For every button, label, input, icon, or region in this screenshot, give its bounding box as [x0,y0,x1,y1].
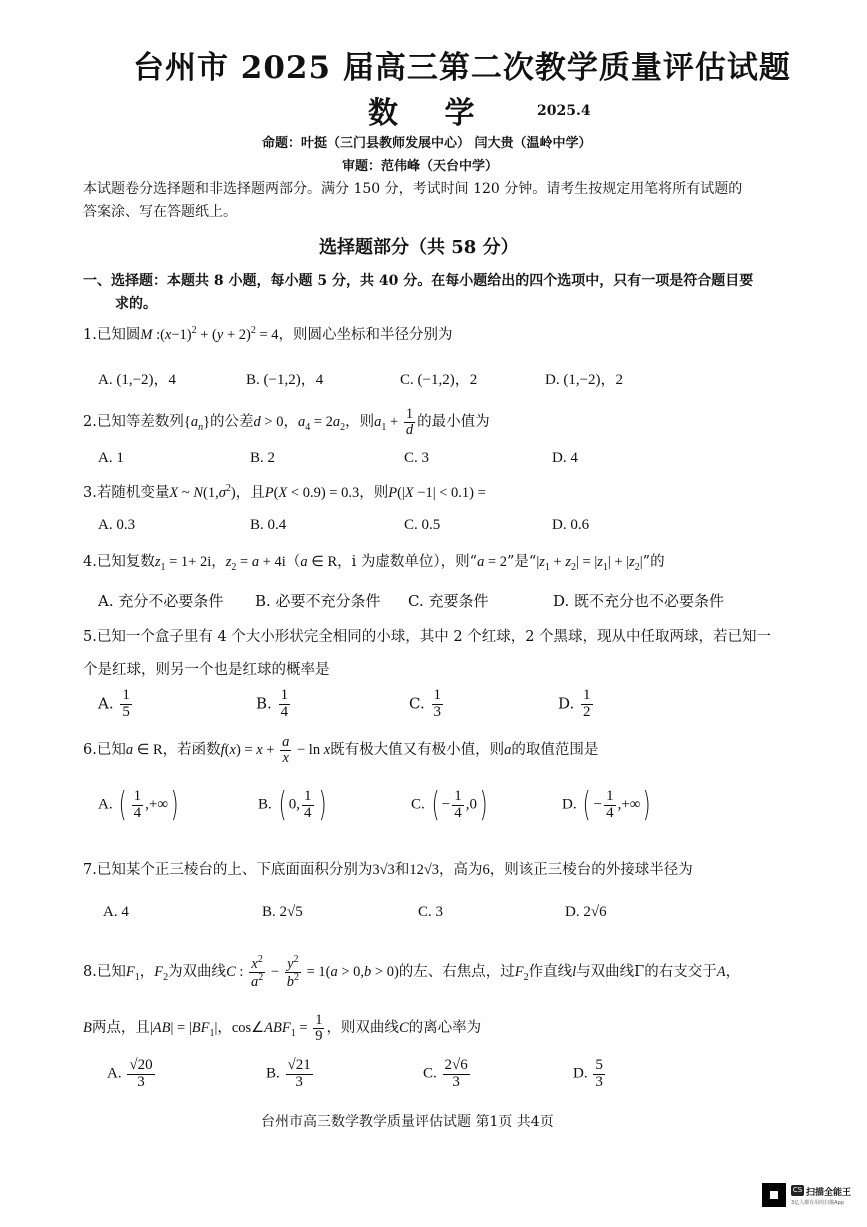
reviewer-line: 审题：范伟峰（天台中学） [342,159,499,174]
q8-option-c-label: C. [423,1065,437,1082]
scanner-tagline: 3亿人都在用的扫描App [791,1200,844,1206]
q4-domain: a ∈ R [300,554,338,570]
q5-option-d: D. $\frac{1}{2}$ [558,687,591,720]
q8-option-a-label: A. [107,1065,122,1082]
subject-title: 数 学 [368,96,493,131]
q5-option-b: B. $\frac{1}{4}$ [256,687,289,720]
q6-option-b-label: B. [258,796,272,813]
q2-condition-d: d > 0 [253,414,284,431]
q2-option-a: A. 1 [98,450,124,466]
q3-target: P(|X −1| < 0.1) = [388,485,486,501]
q3-option-c: C. 0.5 [404,517,441,533]
section-instructions-2: 求的。 [115,296,157,312]
camscanner-logo-icon: CS [792,1186,803,1194]
q4-option-d: D. 既不充分也不必要条件 [553,592,725,610]
q8-text-4: 与双曲线Γ的右支交于 [576,963,717,980]
q6-option-a-label: A. [98,796,113,813]
q6-prefix: 6.已知 [83,742,126,759]
q1-circle-equation: M $:(x-1)^2 + (y + 2)^2 = 4$ [140,325,279,343]
q6-option-c: C. ( − $\frac{1}{4}$ ,0) [411,785,488,825]
q8-length-condition: $|AB| = |BF_1|$ [149,1020,218,1039]
q5-option-b-label: B. [256,694,272,713]
q8-option-c [423,1058,472,1091]
q5-option-a-den: 5 [122,703,130,720]
q6-suffix: 的取值范围是 [511,742,599,759]
q3-text-1: ，且 [235,485,265,501]
q6-option-b: B. ( 0, $\frac{1}{4}$ ) [258,785,327,825]
q4-z1: $z_1 = 1+ 2i$ [154,554,212,573]
q7-option-d: D. 2√6 [565,904,607,920]
q2-option-d: D. 4 [552,450,578,466]
q8-option-c-den: 3 [452,1073,460,1090]
q5-option-d-den: 2 [583,703,591,720]
q4-option-a: A. 充分不必要条件 [98,592,224,610]
q6-option-a: A. ( $\frac{1}{4}$ ,+∞) [98,785,179,825]
q8-option-b-den: 3 [295,1073,303,1090]
q8-foci: $F_1$，$F_2$ [125,963,169,983]
section-title: 选择题部分（共 58 分） [319,237,519,258]
q7-prefix: 7.已知某个正三棱台的上、下底面面积分别为 [83,862,373,878]
q2-text-3: ，则 [345,414,375,431]
section-instructions-1: 一、选择题：本题共 8 小题，每小题 5 分，共 40 分。在每小题给出的四个选项中，只有一项是符合题目要 [83,273,754,289]
q1-option-d: D. (1,−2)，2 [545,372,624,388]
q8-text-6: ， [217,1020,232,1037]
q8-text-1: 为双曲线 [168,963,227,980]
q5-option-c-label: C. [409,694,425,713]
q8-curve-c: C [398,1020,409,1037]
q5-option-a-label: A. [98,694,114,713]
q8-line-l: l [572,963,577,980]
q8-prefix: 8.已知 [83,963,126,980]
q5-option-d-label: D. [558,694,575,713]
q8-point-b: B [83,1020,92,1037]
q8-text-2: 的左、右焦点，过 [398,963,515,980]
intro-line-1: 本试题卷分选择题和非选择题两部分。满分 150 分，考试时间 120 分钟。请考生按规定用笔将所有试题的 [83,181,743,197]
q3-given: P(X < 0.9) = 0.3 [264,485,360,501]
q5-option-a: A. $\frac{1}{5}$ [98,687,130,720]
q3-distribution: X ~ $N(1,\sigma^2)$ [169,483,236,501]
q3-option-b: B. 0.4 [250,517,287,533]
q2-prefix: 2.已知等差数列 [83,414,184,431]
q7-area-top: 3√3 [372,862,395,878]
question-8-line-1: 8.已知$F_1$，$F_2$为双曲线C : $\frac{x^2}{a^2}$ − $\frac{y^2}{b^2}$ = 1(a > 0,b > 0)的左、右焦点，过$F_2$作直线l与双曲线Γ的右支交于A， [83,954,741,990]
q4-text-4: ”是“ [507,554,537,570]
q2-expression: $a_1$ + $\frac{1}{d}$ [374,406,414,439]
q2-condition-a: $a_4 = 2a_2$ [297,414,346,433]
q4-text-1: ， [211,554,226,570]
q8-text-7: ，则双曲线 [326,1020,399,1037]
q8-hyperbola: C : $\frac{x^2}{a^2}$ − $\frac{y^2}{b^2}$ = 1(a > 0,b > 0) [226,954,399,990]
q1-suffix: ，则圆心坐标和半径分别为 [278,327,453,343]
q8-point-a: A [716,963,726,980]
question-8-line-2 [83,1013,481,1044]
q7-option-b: B. 2√5 [262,904,303,920]
q6-text-1: ，若函数 [162,742,221,759]
q2-option-b: B. 2 [250,450,276,466]
q8-focus-f2: $F_2$ [514,963,529,983]
q4-text-2: （ [285,554,301,570]
q8-option-b [266,1058,315,1091]
q2-text-2: ， [283,414,298,431]
q3-text-2: ，则 [359,485,389,501]
q6-function: f(x) = x + $\frac{a}{x}$ − ln x [220,734,331,767]
q1-option-b: B. (−1,2)，4 [246,372,324,388]
q8-option-b-label: B. [266,1065,280,1082]
q7-text-1: 和 [394,862,410,878]
q1-option-a: A. (1,−2)，4 [98,372,177,388]
q8-option-d-num: 5 [595,1057,603,1073]
q3-option-d: D. 0.6 [552,517,590,533]
exam-date: 2025.4 [537,103,591,119]
question-7 [83,858,693,879]
q7-area-bottom: 12√3 [409,862,440,878]
q4-text-3: ，i 为虚数单位），则“ [337,554,478,570]
q1-option-c: C. (−1,2)，2 [400,372,478,388]
q6-option-c-label: C. [411,796,425,813]
question-4 [83,550,665,573]
question-5-line-1: 5.已知一个盒子里有 4 个大小形状完全相同的小球，其中 2 个红球，2 个黑球，现从中任取两球，若已知一 [83,629,772,645]
q2-suffix: 的最小值为 [417,414,490,431]
q8-option-b-num: √21 [287,1057,311,1073]
q8-text-5: 两点，且 [91,1020,150,1037]
q6-option-d-label: D. [562,796,577,813]
q2-text-1: 的公差 [210,414,254,431]
q4-option-b: B. 必要不充分条件 [255,592,381,610]
q7-height: 6 [482,862,490,878]
intro-line-2: 答案涂、写在答题纸上。 [83,204,237,220]
page-footer: 台州市高三数学教学质量评估试题 第1页 共4页 [261,1114,554,1130]
q7-text-2: ，高为 [439,862,483,878]
q6-option-d: D. ( − $\frac{1}{4}$ ,+∞) [562,785,652,825]
q4-z2: $z_2 = a + 4i$ [225,554,286,573]
q8-option-a [107,1058,157,1091]
q7-option-c: C. 3 [418,904,444,920]
question-1 [83,323,453,344]
question-6 [83,735,598,766]
q3-option-a: A. 0.3 [98,517,136,533]
q1-prefix: 1.已知圆 [83,327,141,343]
q5-option-c-den: 3 [433,703,441,720]
q8-option-d-den: 3 [595,1073,603,1090]
authors-line: 命题：叶挺（三门县教师发展中心） 闫大贵（温岭中学） [262,136,592,151]
exam-title: 台州市 2025 届高三第二次教学质量评估试题 [133,50,791,86]
q4-condition: a = 2 [477,554,507,570]
q8-option-c-num: 2√6 [444,1057,468,1073]
q8-text-3: 作直线 [528,963,573,980]
question-5-line-2: 个是红球，则另一个也是红球的概率是 [83,662,330,678]
qr-code-icon [762,1183,786,1207]
q8-option-d [573,1058,607,1091]
q8-option-a-den: 3 [137,1073,145,1090]
q6-domain: a ∈ R [125,742,163,759]
q7-suffix: ，则该正三棱台的外接球半径为 [489,862,693,878]
q4-option-c: C. 充要条件 [408,592,489,610]
q5-option-c: C. $\frac{1}{3}$ [409,687,441,720]
question-2 [83,407,490,438]
q8-cos-condition: $\cos\angle ABF_1$ = $\frac{1}{9}$ [231,1012,323,1045]
q8-option-d-label: D. [573,1065,588,1082]
q7-option-a: A. 4 [103,904,129,920]
q6-var-a: a [504,742,512,759]
q8-suffix: 的离心率为 [408,1020,482,1037]
q8-option-a-num: √20 [129,1057,153,1073]
q6-text-2: 既有极大值又有极小值，则 [330,742,505,759]
q2-sequence: $\{a_n\}$ [183,414,211,433]
q4-suffix: ”的 [642,554,665,570]
q2-option-c: C. 3 [404,450,430,466]
question-3 [83,481,486,502]
q5-option-b-den: 4 [280,703,289,720]
scanner-brand: 扫描全能王 [806,1188,852,1198]
q4-modulus-equation: $|z_1 + z_2| = |z_1| + |z_2|$ [536,554,643,573]
q3-prefix: 3.若随机变量 [83,485,170,501]
q4-prefix: 4.已知复数 [83,554,155,570]
